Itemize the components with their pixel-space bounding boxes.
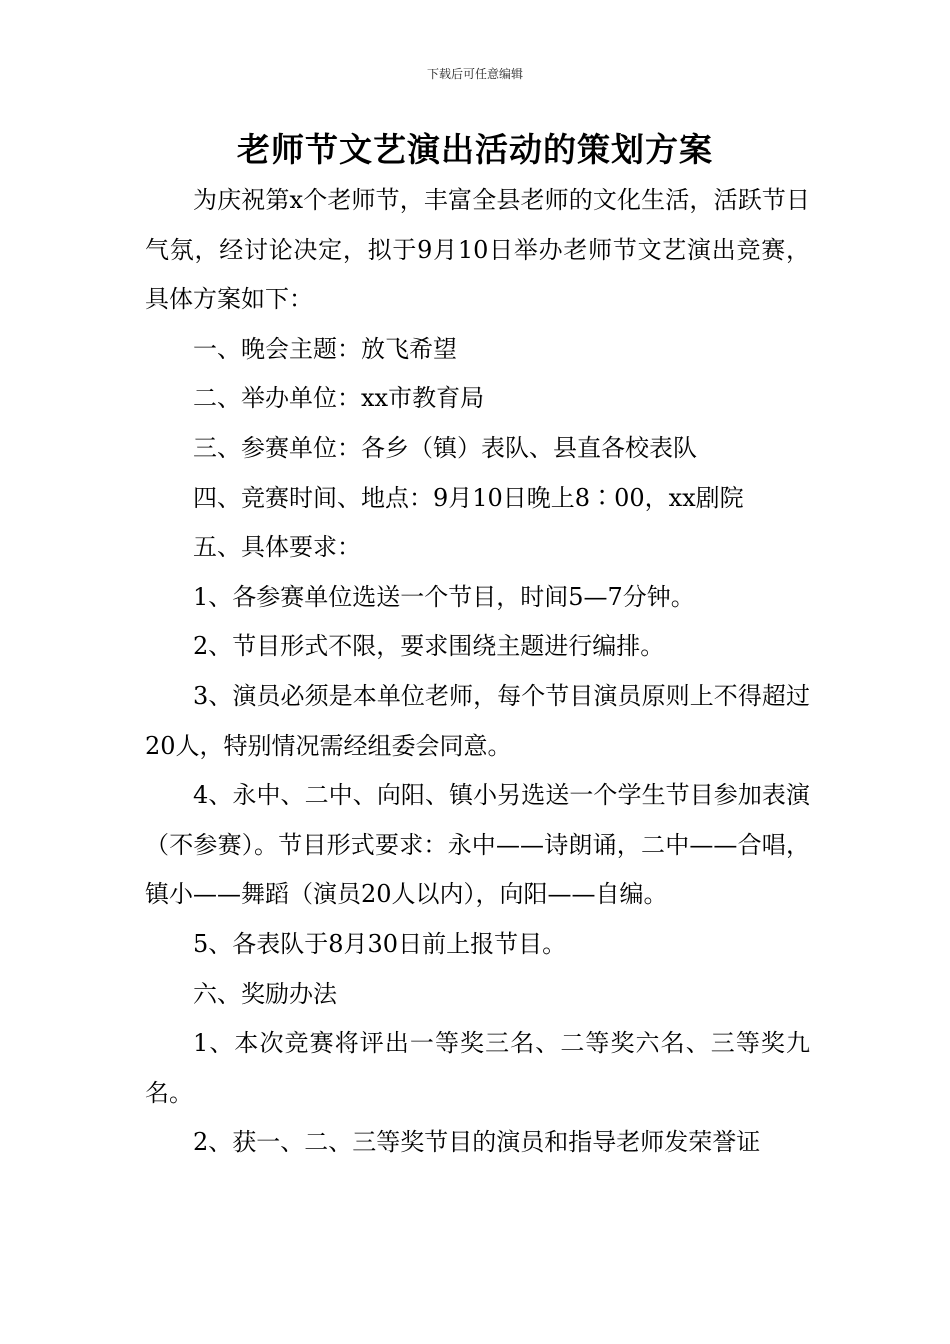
section-requirements: 五、具体要求： <box>193 533 361 562</box>
section-time-place: 四、竞赛时间、地点：9月10日晚上8∶00，xx剧院 <box>193 483 744 512</box>
section-organizer: 二、举办单位：xx市教育局 <box>193 384 485 413</box>
requirement-2: 2、节目形式不限，要求围绕主题进行编排。 <box>193 632 665 661</box>
requirement-4: 4、永中、二中、向阳、镇小另选送一个学生节目参加表演（不参赛）。节目形式要求：永中——诗朗诵，二中——合唱，镇小——舞蹈（演员20人以内），向阳——自编。 <box>145 781 810 909</box>
document-body <box>145 176 810 1168</box>
section-participants: 三、参赛单位：各乡（镇）表队、县直各校表队 <box>193 433 697 462</box>
section-awards: 六、奖励办法 <box>193 979 337 1008</box>
requirement-5: 5、各表队于8月30日前上报节目。 <box>193 929 567 958</box>
intro-paragraph: 为庆祝第x个老师节，丰富全县老师的文化生活，活跃节日气氛，经讨论决定，拟于9月10日举办老师节文艺演出竞赛，具体方案如下： <box>145 186 810 314</box>
award-2: 2、获一、二、三等奖节目的演员和指导老师发荣誉证 <box>193 1128 761 1157</box>
requirement-3: 3、演员必须是本单位老师，每个节目演员原则上不得超过20人，特别情况需经组委会同意。 <box>145 681 810 760</box>
header-note: 下载后可任意编辑 <box>426 67 523 81</box>
section-theme: 一、晚会主题：放飞希望 <box>193 334 457 363</box>
document-title: 老师节文艺演出活动的策划方案 <box>237 130 713 169</box>
award-1: 1、本次竞赛将评出一等奖三名、二等奖六名、三等奖九名。 <box>145 1029 810 1107</box>
requirement-1: 1、各参赛单位选送一个节目，时间5—7分钟。 <box>193 582 695 611</box>
